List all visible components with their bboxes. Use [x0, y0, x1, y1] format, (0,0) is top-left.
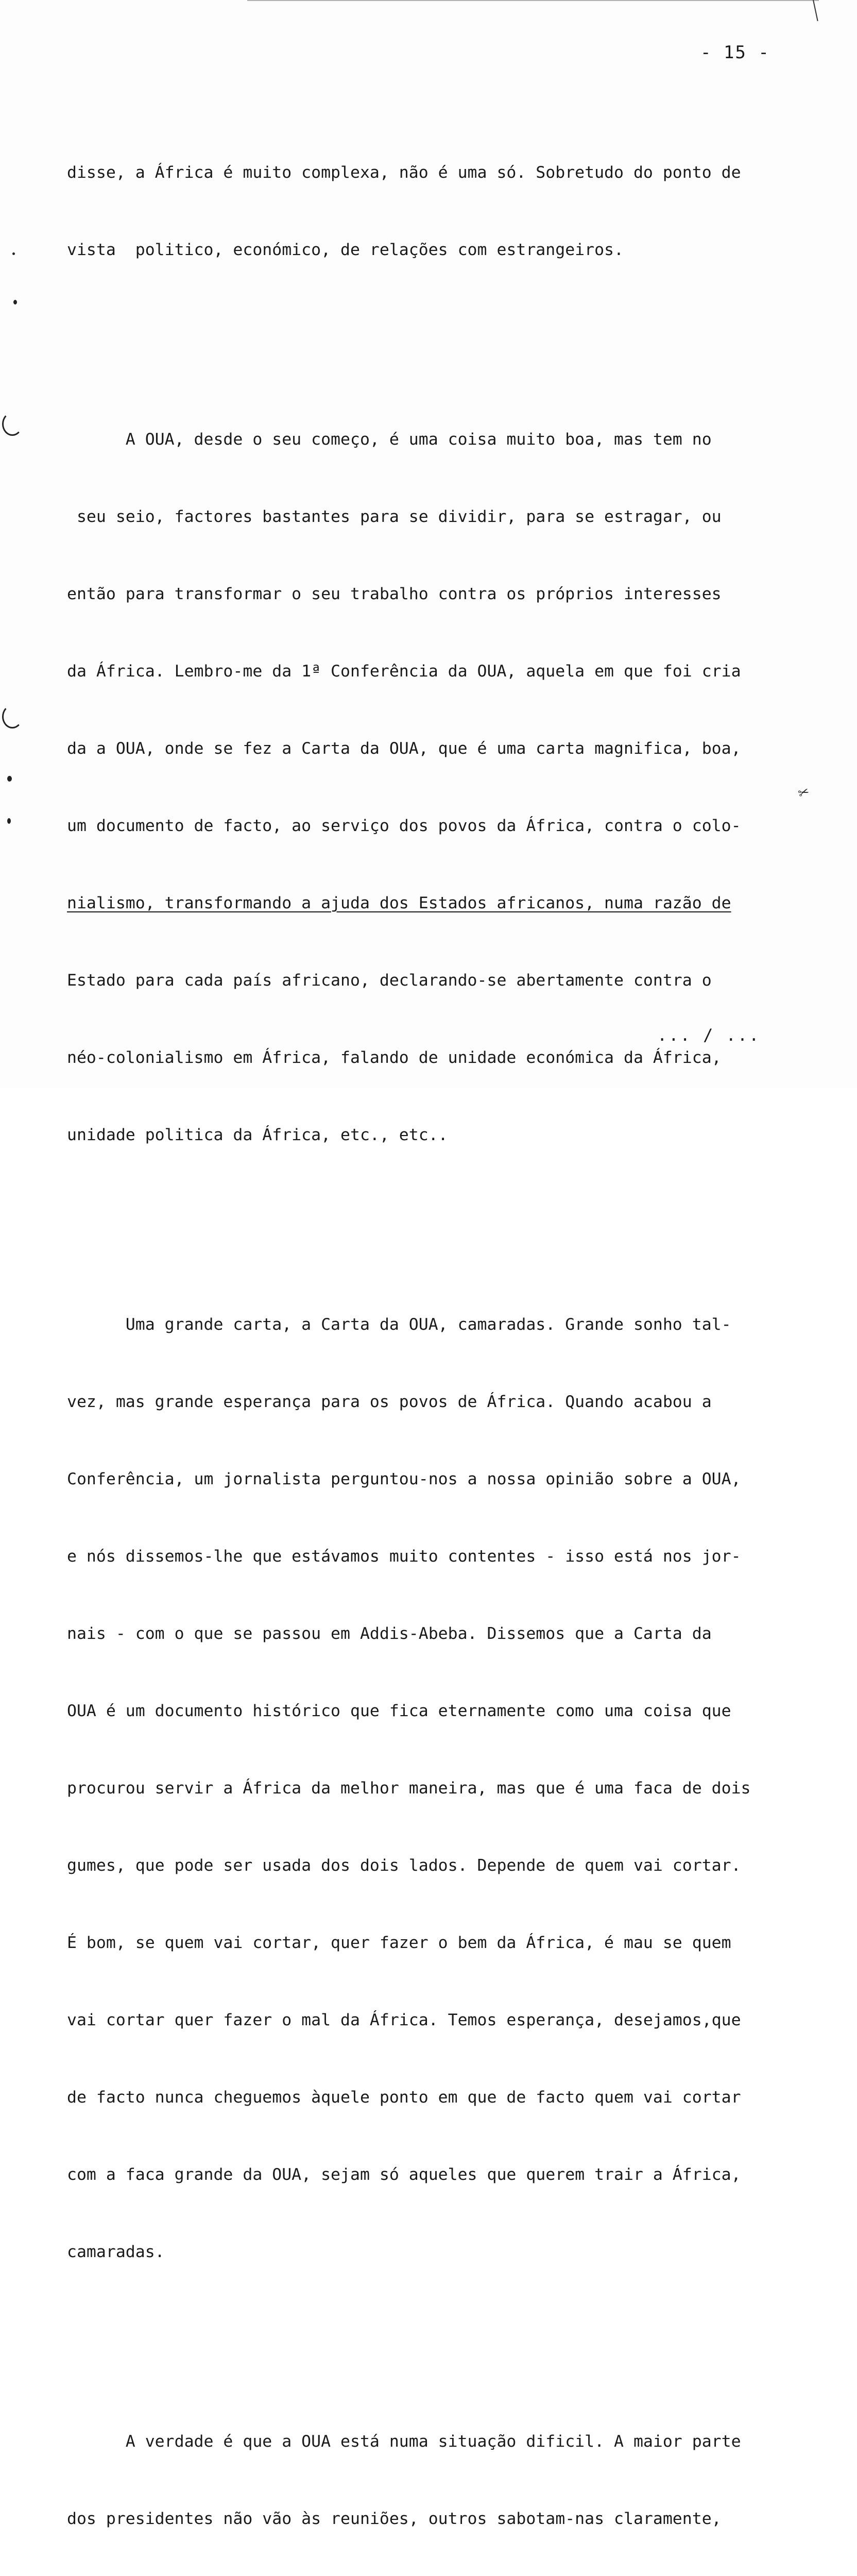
- text-line: vai cortar quer fazer o mal da África. Temos esperança, desejamos,que: [67, 2011, 741, 2029]
- text-line: disse, a África é muito complexa, não é uma só. Sobretudo do ponto de: [67, 163, 741, 182]
- text-line-underlined: nialismo, transformando a ajuda dos Estados africanos, numa razão de: [67, 894, 731, 912]
- text-line: seu seio, factores bastantes para se dividir, para se estragar, ou: [67, 507, 722, 526]
- continued-marker: ... / ...: [657, 1025, 761, 1045]
- text-line: da a OUA, onde se fez a Carta da OUA, que é uma carta magnifica, boa,: [67, 739, 741, 758]
- text-line: com a faca grande da OUA, sejam só aqueles que querem trair a África,: [67, 2165, 741, 2184]
- text-line: Uma grande carta, a Carta da OUA, camaradas. Grande sonho tal-: [67, 1315, 731, 1334]
- text-line: então para transformar o seu trabalho contra os próprios interesses: [67, 585, 722, 603]
- text-line: um documento de facto, ao serviço dos povos da África, contra o colo-: [67, 817, 741, 835]
- text-line-marked: Estado para cada país africano, declarando-se abertamente contra o: [67, 971, 712, 990]
- margin-dot: [13, 300, 17, 304]
- binding-hole-mark: [2, 412, 23, 436]
- page-number: - 15 -: [700, 42, 770, 63]
- text-line: unidade politica da África, etc., etc..: [67, 1126, 448, 1144]
- body-text: [67, 82, 809, 2576]
- margin-dot: [12, 252, 15, 255]
- text-line: néo-colonialismo em África, falando de unidade económica da África,: [67, 1048, 722, 1067]
- text-line: de facto nunca cheguemos àquele ponto em que de facto quem vai cortar: [67, 2088, 741, 2107]
- text-line: camaradas.: [67, 2243, 165, 2261]
- text-line: A verdade é que a OUA está numa situação dificil. A maior parte: [67, 2432, 741, 2451]
- text-line: A OUA, desde o seu começo, é uma coisa muito boa, mas tem no: [67, 430, 712, 449]
- text-line: É bom, se quem vai cortar, quer fazer o bem da África, é mau se quem: [67, 1934, 731, 1952]
- text-line: vez, mas grande esperança para os povos de África. Quando acabou a: [67, 1393, 712, 1411]
- text-line: OUA é um documento histórico que fica eternamente como uma coisa que: [67, 1702, 731, 1720]
- text-line: vista politico, económico, de relações com estrangeiros.: [67, 241, 624, 259]
- text-line: procurou servir a África da melhor maneira, mas que é uma faca de dois: [67, 1779, 751, 1798]
- text-line: Conferência, um jornalista perguntou-nos a nossa opinião sobre a OUA,: [67, 1470, 741, 1488]
- text-line: da África. Lembro-me da 1ª Conferência da OUA, aquela em que foi cria: [67, 662, 741, 681]
- binding-hole-mark: [2, 705, 23, 728]
- scan-corner-mark: [813, 0, 818, 21]
- text-line: dos presidentes não vão às reuniões, outros sabotam-nas claramente,: [67, 2510, 722, 2528]
- margin-dot: [7, 818, 11, 824]
- margin-dot: [7, 776, 12, 782]
- scan-top-edge: [247, 0, 819, 3]
- text-line: nais - com o que se passou em Addis-Abeba. Dissemos que a Carta da: [67, 1624, 712, 1643]
- text-line: gumes, que pode ser usada dos dois lados. Depende de quem vai cortar.: [67, 1856, 741, 1875]
- scissor-mark-icon: ✂: [795, 781, 812, 804]
- text-line: e nós dissemos-lhe que estávamos muito contentes - isso está nos jor-: [67, 1547, 741, 1566]
